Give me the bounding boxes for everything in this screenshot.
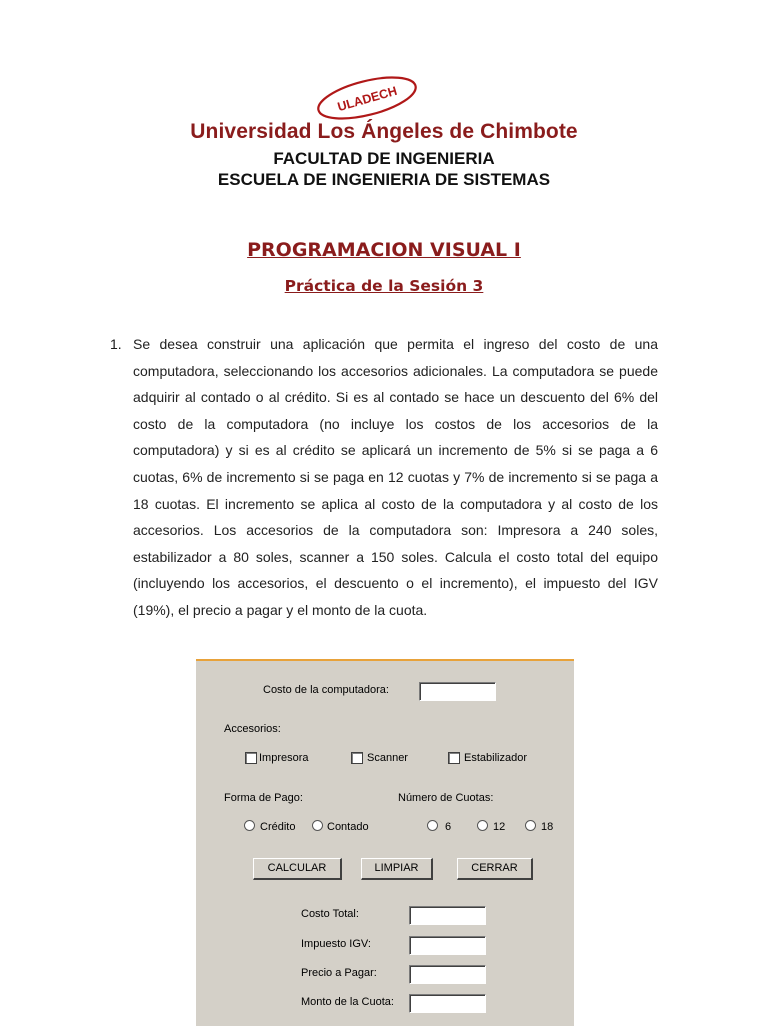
faculty-name: FACULTAD DE INGENIERIA [273,149,495,168]
price-output[interactable] [409,965,486,984]
clear-button[interactable]: LIMPIAR [361,858,433,880]
igv-label: Impuesto IGV: [301,938,371,950]
form-window [196,659,574,1026]
igv-output[interactable] [409,936,486,955]
accessories-label: Accesorios: [224,723,281,735]
cash-radio[interactable] [312,820,323,831]
scanner-label: Scanner [367,752,408,764]
school-name: ESCUELA DE INGENIERIA DE SISTEMAS [217,170,551,189]
item-number: 1. [110,336,122,352]
quota-amount-output[interactable] [409,994,486,1013]
credit-label: Crédito [260,821,296,833]
printer-checkbox[interactable] [245,752,257,764]
price-label: Precio a Pagar: [301,967,377,979]
course-title: PROGRAMACION VISUAL I [247,239,521,261]
quota-6-radio[interactable] [427,820,438,831]
quota-amount-label: Monto de la Cuota: [301,996,394,1008]
uladech-logo [312,72,422,120]
quota-12-label: 12 [493,821,506,833]
stabilizer-label: Estabilizador [464,752,527,764]
total-cost-label: Costo Total: [301,908,359,920]
close-button[interactable]: CERRAR [457,858,533,880]
stabilizer-checkbox[interactable] [448,752,460,764]
quota-6-label: 6 [445,821,452,833]
calculate-button[interactable]: CALCULAR [253,858,342,880]
payment-label: Forma de Pago: [224,792,303,804]
university-name: Universidad Los Ángeles de Chimbote [190,120,578,143]
cost-input[interactable] [419,682,496,701]
logo-text: ULADECH [335,83,399,115]
total-cost-output[interactable] [409,906,486,925]
printer-label: Impresora [259,752,309,764]
quota-18-radio[interactable] [525,820,536,831]
installments-label: Número de Cuotas: [398,792,494,804]
exercise-text: Se desea construir una aplicación que permita el ingreso del costo de una computadora, seleccionando los accesorios adicionales. La computadora se puede adquirir al contado o al crédito. Si es al contado se hace un descuento del 6% del costo de la computadora (no incluye los costos de los accesorios de la computadora) y si es al crédito se aplicará un incremento de 5% si se paga a 6 cuotas, 6% de incremento si se paga en 12 cuotas y 7% de incremento si se paga a 18 cuotas. El incremento se aplica al costo de la computadora y al costo de los accesorios. Los accesorios de la computadora son: Impresora a 240 soles, estabilizador a 80 soles, scanner a 150 soles. Calcula el costo total del equipo (incluyendo los accesorios, el descuento o el incremento), el impuesto del IGV (19%), el precio a pagar y el monto de la cuota. [133,336,658,618]
quota-12-radio[interactable] [477,820,488,831]
cost-label: Costo de la computadora: [263,684,389,696]
session-subtitle: Práctica de la Sesión 3 [284,277,484,295]
cash-label: Contado [327,821,369,833]
scanner-checkbox[interactable] [351,752,363,764]
credit-radio[interactable] [244,820,255,831]
quota-18-label: 18 [541,821,554,833]
